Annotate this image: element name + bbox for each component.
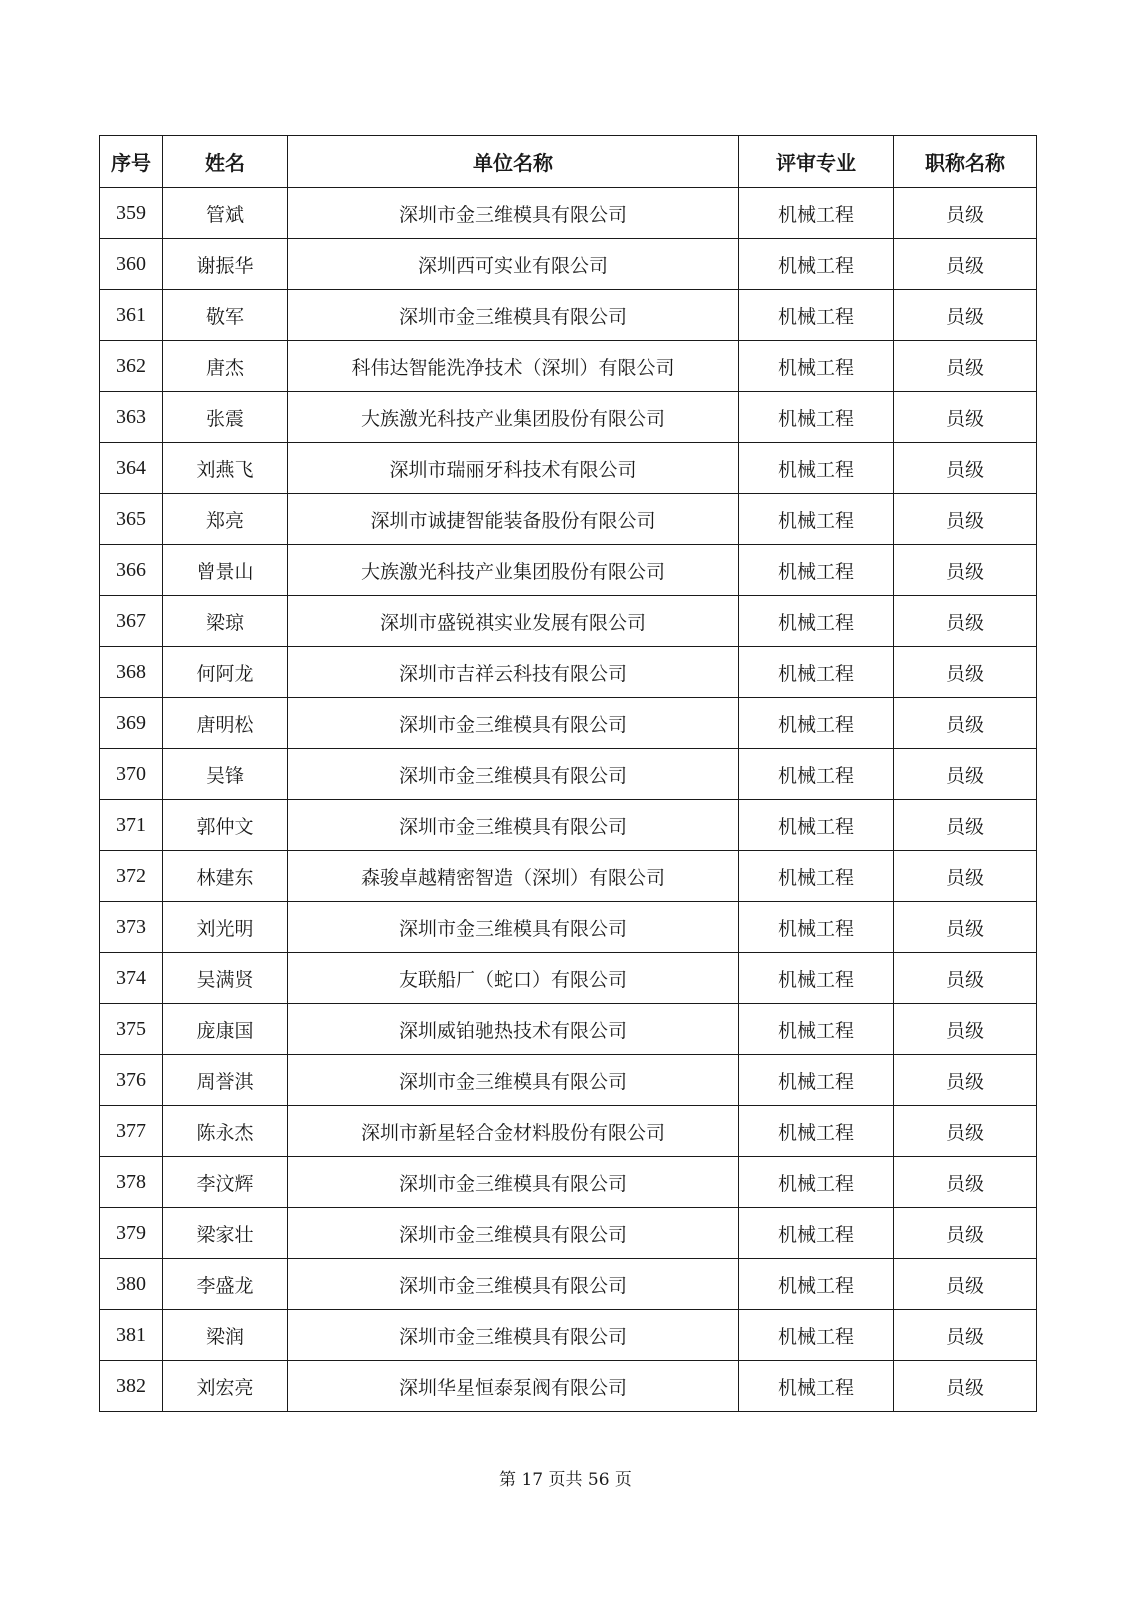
title-level-cell: 员级 — [894, 239, 1037, 290]
name-cell: 陈永杰 — [163, 1106, 288, 1157]
table-row — [100, 1106, 1037, 1157]
serial-number-cell: 370 — [100, 749, 163, 800]
serial-number-cell: 361 — [100, 290, 163, 341]
title-level-cell: 员级 — [894, 1361, 1037, 1412]
organization-cell: 深圳市金三维模具有限公司 — [288, 1208, 739, 1259]
name-cell: 唐杰 — [163, 341, 288, 392]
specialty-cell: 机械工程 — [739, 1157, 894, 1208]
serial-number-cell: 368 — [100, 647, 163, 698]
organization-cell: 深圳市金三维模具有限公司 — [288, 188, 739, 239]
specialty-cell: 机械工程 — [739, 1208, 894, 1259]
organization-cell: 友联船厂（蛇口）有限公司 — [288, 953, 739, 1004]
serial-number-cell: 381 — [100, 1310, 163, 1361]
serial-number-cell: 371 — [100, 800, 163, 851]
specialty-cell: 机械工程 — [739, 341, 894, 392]
name-cell: 吴锋 — [163, 749, 288, 800]
title-level-cell: 员级 — [894, 1055, 1037, 1106]
specialty-cell: 机械工程 — [739, 1310, 894, 1361]
table-header — [100, 136, 1037, 188]
organization-cell: 深圳西可实业有限公司 — [288, 239, 739, 290]
table-row — [100, 1259, 1037, 1310]
specialty-cell: 机械工程 — [739, 1361, 894, 1412]
name-cell: 梁琼 — [163, 596, 288, 647]
title-level-cell: 员级 — [894, 800, 1037, 851]
organization-cell: 深圳市金三维模具有限公司 — [288, 1055, 739, 1106]
organization-cell: 科伟达智能洗净技术（深圳）有限公司 — [288, 341, 739, 392]
specialty-cell: 机械工程 — [739, 1259, 894, 1310]
title-level-cell: 员级 — [894, 1004, 1037, 1055]
specialty-cell: 机械工程 — [739, 851, 894, 902]
serial-number-cell: 359 — [100, 188, 163, 239]
table-row — [100, 545, 1037, 596]
title-level-cell: 员级 — [894, 1259, 1037, 1310]
table-row — [100, 1157, 1037, 1208]
name-cell: 李盛龙 — [163, 1259, 288, 1310]
table-row — [100, 188, 1037, 239]
serial-number-cell: 367 — [100, 596, 163, 647]
title-level-cell: 员级 — [894, 1310, 1037, 1361]
table-row — [100, 290, 1037, 341]
name-cell: 唐明松 — [163, 698, 288, 749]
organization-cell: 大族激光科技产业集团股份有限公司 — [288, 392, 739, 443]
table-row — [100, 800, 1037, 851]
title-level-cell: 员级 — [894, 392, 1037, 443]
serial-number-cell: 364 — [100, 443, 163, 494]
title-level-cell: 员级 — [894, 698, 1037, 749]
serial-number-cell: 362 — [100, 341, 163, 392]
table-row — [100, 749, 1037, 800]
name-cell: 郑亮 — [163, 494, 288, 545]
title-level-cell: 员级 — [894, 851, 1037, 902]
specialty-cell: 机械工程 — [739, 1106, 894, 1157]
name-cell: 谢振华 — [163, 239, 288, 290]
organization-cell: 大族激光科技产业集团股份有限公司 — [288, 545, 739, 596]
specialty-cell: 机械工程 — [739, 188, 894, 239]
serial-number-cell: 363 — [100, 392, 163, 443]
organization-cell: 深圳市金三维模具有限公司 — [288, 290, 739, 341]
title-level-cell: 员级 — [894, 953, 1037, 1004]
header-serial-number: 序号 — [100, 136, 163, 188]
title-level-cell: 员级 — [894, 341, 1037, 392]
name-cell: 张震 — [163, 392, 288, 443]
serial-number-cell: 380 — [100, 1259, 163, 1310]
serial-number-cell: 375 — [100, 1004, 163, 1055]
page-number: 第 17 页共 56 页 — [499, 1470, 632, 1490]
specialty-cell: 机械工程 — [739, 494, 894, 545]
title-level-cell: 员级 — [894, 290, 1037, 341]
serial-number-cell: 366 — [100, 545, 163, 596]
table-row — [100, 239, 1037, 290]
organization-cell: 深圳市金三维模具有限公司 — [288, 902, 739, 953]
table-row — [100, 647, 1037, 698]
header-row — [100, 136, 1037, 188]
name-cell: 管斌 — [163, 188, 288, 239]
specialty-cell: 机械工程 — [739, 800, 894, 851]
organization-cell: 深圳华星恒泰泵阀有限公司 — [288, 1361, 739, 1412]
specialty-cell: 机械工程 — [739, 1004, 894, 1055]
name-cell: 李汶辉 — [163, 1157, 288, 1208]
table-row — [100, 698, 1037, 749]
serial-number-cell: 369 — [100, 698, 163, 749]
specialty-cell: 机械工程 — [739, 596, 894, 647]
specialty-cell: 机械工程 — [739, 290, 894, 341]
name-cell: 林建东 — [163, 851, 288, 902]
serial-number-cell: 372 — [100, 851, 163, 902]
organization-cell: 深圳威铂驰热技术有限公司 — [288, 1004, 739, 1055]
specialty-cell: 机械工程 — [739, 953, 894, 1004]
table-row — [100, 1310, 1037, 1361]
title-level-cell: 员级 — [894, 902, 1037, 953]
specialty-cell: 机械工程 — [739, 443, 894, 494]
title-level-cell: 员级 — [894, 188, 1037, 239]
organization-cell: 深圳市新星轻合金材料股份有限公司 — [288, 1106, 739, 1157]
specialty-cell: 机械工程 — [739, 1055, 894, 1106]
organization-cell: 深圳市金三维模具有限公司 — [288, 749, 739, 800]
organization-cell: 深圳市盛锐祺实业发展有限公司 — [288, 596, 739, 647]
organization-cell: 深圳市金三维模具有限公司 — [288, 1157, 739, 1208]
title-level-cell: 员级 — [894, 1157, 1037, 1208]
serial-number-cell: 376 — [100, 1055, 163, 1106]
table-row — [100, 494, 1037, 545]
serial-number-cell: 382 — [100, 1361, 163, 1412]
organization-cell: 深圳市瑞丽牙科技术有限公司 — [288, 443, 739, 494]
organization-cell: 深圳市金三维模具有限公司 — [288, 1259, 739, 1310]
name-cell: 郭仲文 — [163, 800, 288, 851]
title-level-cell: 员级 — [894, 443, 1037, 494]
serial-number-cell: 373 — [100, 902, 163, 953]
title-level-cell: 员级 — [894, 596, 1037, 647]
name-cell: 周誉淇 — [163, 1055, 288, 1106]
table-row — [100, 1055, 1037, 1106]
name-cell: 刘宏亮 — [163, 1361, 288, 1412]
title-level-cell: 员级 — [894, 494, 1037, 545]
table-row — [100, 953, 1037, 1004]
organization-cell: 深圳市金三维模具有限公司 — [288, 698, 739, 749]
header-organization: 单位名称 — [288, 136, 739, 188]
organization-cell: 深圳市金三维模具有限公司 — [288, 1310, 739, 1361]
table-row — [100, 341, 1037, 392]
title-level-cell: 员级 — [894, 647, 1037, 698]
name-cell: 吴满贤 — [163, 953, 288, 1004]
specialty-cell: 机械工程 — [739, 392, 894, 443]
header-name: 姓名 — [163, 136, 288, 188]
name-cell: 梁家壮 — [163, 1208, 288, 1259]
serial-number-cell: 378 — [100, 1157, 163, 1208]
header-specialty: 评审专业 — [739, 136, 894, 188]
name-cell: 曾景山 — [163, 545, 288, 596]
title-level-cell: 员级 — [894, 749, 1037, 800]
header-title-level: 职称名称 — [894, 136, 1037, 188]
name-cell: 敬军 — [163, 290, 288, 341]
table-row — [100, 1004, 1037, 1055]
serial-number-cell: 379 — [100, 1208, 163, 1259]
table-row — [100, 902, 1037, 953]
name-cell: 刘燕飞 — [163, 443, 288, 494]
title-level-cell: 员级 — [894, 1208, 1037, 1259]
title-level-cell: 员级 — [894, 545, 1037, 596]
specialty-cell: 机械工程 — [739, 239, 894, 290]
serial-number-cell: 377 — [100, 1106, 163, 1157]
table-row — [100, 392, 1037, 443]
specialty-cell: 机械工程 — [739, 902, 894, 953]
specialty-cell: 机械工程 — [739, 698, 894, 749]
name-cell: 庞康国 — [163, 1004, 288, 1055]
name-cell: 何阿龙 — [163, 647, 288, 698]
organization-cell: 森骏卓越精密智造（深圳）有限公司 — [288, 851, 739, 902]
serial-number-cell: 374 — [100, 953, 163, 1004]
specialty-cell: 机械工程 — [739, 545, 894, 596]
personnel-table — [99, 135, 1037, 1412]
table-row — [100, 443, 1037, 494]
specialty-cell: 机械工程 — [739, 647, 894, 698]
specialty-cell: 机械工程 — [739, 749, 894, 800]
serial-number-cell: 360 — [100, 239, 163, 290]
name-cell: 刘光明 — [163, 902, 288, 953]
organization-cell: 深圳市金三维模具有限公司 — [288, 800, 739, 851]
table-row — [100, 1361, 1037, 1412]
table-row — [100, 851, 1037, 902]
table-row — [100, 596, 1037, 647]
organization-cell: 深圳市诚捷智能装备股份有限公司 — [288, 494, 739, 545]
title-level-cell: 员级 — [894, 1106, 1037, 1157]
table-row — [100, 1208, 1037, 1259]
organization-cell: 深圳市吉祥云科技有限公司 — [288, 647, 739, 698]
name-cell: 梁润 — [163, 1310, 288, 1361]
serial-number-cell: 365 — [100, 494, 163, 545]
table-body — [100, 188, 1037, 1412]
